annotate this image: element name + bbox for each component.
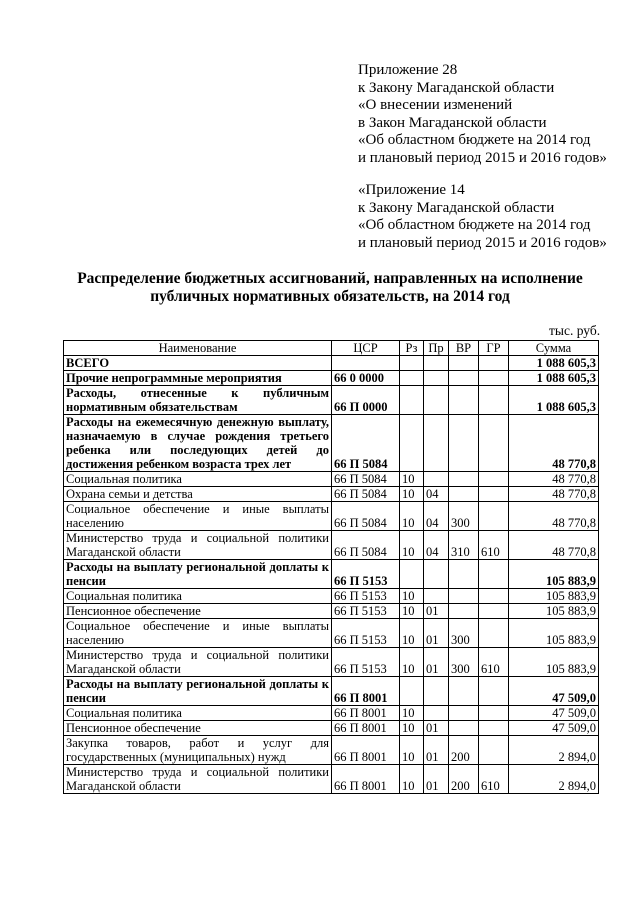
units-label: тыс. руб. [549, 323, 601, 338]
cell-vr [449, 356, 479, 371]
appendix-line: «Об областном бюджете на 2014 год [358, 217, 591, 233]
cell-gr [479, 371, 509, 386]
cell-pr: 01 [424, 721, 449, 736]
cell-name: Министерство труда и социальной политики Магаданской области [64, 648, 332, 677]
cell-sum: 1 088 605,3 [509, 386, 599, 415]
table-row [64, 502, 599, 531]
cell-vr [449, 371, 479, 386]
cell-rz [400, 371, 424, 386]
cell-sum: 2 894,0 [509, 736, 599, 765]
table-row [64, 531, 599, 560]
cell-sum: 47 509,0 [509, 721, 599, 736]
cell-gr: 610 [479, 765, 509, 794]
header-pr: Пр [424, 341, 449, 356]
cell-name: Расходы на выплату региональной доплаты к пенсии [64, 560, 332, 589]
cell-vr [449, 721, 479, 736]
title-line: публичных нормативных обязательств, на 2014 год [150, 288, 510, 305]
table-row [64, 677, 599, 706]
cell-gr [479, 472, 509, 487]
cell-sum: 105 883,9 [509, 619, 599, 648]
budget-table [63, 340, 599, 794]
header-gr: ГР [479, 341, 509, 356]
cell-pr [424, 560, 449, 589]
cell-csr: 66 0 0000 [332, 371, 400, 386]
cell-csr: 66 П 5153 [332, 604, 400, 619]
cell-pr: 04 [424, 502, 449, 531]
cell-name: Охрана семьи и детства [64, 487, 332, 502]
cell-csr: 66 П 5153 [332, 619, 400, 648]
cell-rz [400, 677, 424, 706]
appendix-line: в Закон Магаданской области [358, 114, 547, 131]
cell-name: Социальное обеспечение и иные выплаты населению [64, 502, 332, 531]
cell-gr [479, 386, 509, 415]
cell-name: Социальная политика [64, 472, 332, 487]
appendix-line: к Закону Магаданской области [358, 79, 555, 96]
cell-pr: 01 [424, 648, 449, 677]
cell-rz: 10 [400, 619, 424, 648]
cell-gr [479, 415, 509, 472]
cell-csr: 66 П 5084 [332, 415, 400, 472]
cell-sum: 48 770,8 [509, 472, 599, 487]
cell-sum: 48 770,8 [509, 531, 599, 560]
appendix-line: и плановый период 2015 и 2016 годов» [358, 149, 607, 166]
cell-gr: 610 [479, 531, 509, 560]
cell-gr [479, 589, 509, 604]
cell-pr [424, 589, 449, 604]
cell-gr [479, 487, 509, 502]
cell-vr [449, 415, 479, 472]
cell-gr [479, 502, 509, 531]
cell-gr [479, 619, 509, 648]
cell-pr: 01 [424, 604, 449, 619]
cell-name: Расходы на выплату региональной доплаты к пенсии [64, 677, 332, 706]
cell-vr: 300 [449, 502, 479, 531]
cell-vr [449, 386, 479, 415]
document-title [60, 270, 600, 306]
cell-csr: 66 П 5084 [332, 472, 400, 487]
cell-vr [449, 560, 479, 589]
cell-pr [424, 356, 449, 371]
cell-csr: 66 П 8001 [332, 721, 400, 736]
header-vr: ВР [449, 341, 479, 356]
cell-rz: 10 [400, 736, 424, 765]
cell-csr: 66 П 8001 [332, 736, 400, 765]
appendix-line: и плановый период 2015 и 2016 годов» [358, 234, 607, 251]
table-row [64, 604, 599, 619]
cell-sum: 47 509,0 [509, 677, 599, 706]
cell-csr: 66 П 5084 [332, 487, 400, 502]
header-csr: ЦСР [332, 341, 400, 356]
cell-rz: 10 [400, 589, 424, 604]
cell-vr [449, 706, 479, 721]
cell-vr: 300 [449, 648, 479, 677]
cell-csr: 66 П 5153 [332, 589, 400, 604]
cell-rz [400, 560, 424, 589]
cell-pr [424, 677, 449, 706]
cell-gr [479, 706, 509, 721]
appendix-line: Приложение 28 [358, 62, 458, 78]
cell-pr [424, 472, 449, 487]
table-row [64, 386, 599, 415]
cell-sum: 48 770,8 [509, 415, 599, 472]
appendix-line: «Об областном бюджете на 2014 год [358, 132, 591, 148]
cell-pr: 01 [424, 619, 449, 648]
cell-sum: 2 894,0 [509, 765, 599, 794]
table-row [64, 560, 599, 589]
cell-csr [332, 356, 400, 371]
cell-csr: 66 П 5084 [332, 531, 400, 560]
cell-pr [424, 415, 449, 472]
cell-name: Социальное обеспечение и иные выплаты населению [64, 619, 332, 648]
cell-rz: 10 [400, 502, 424, 531]
cell-gr [479, 604, 509, 619]
appendix-28-header [358, 62, 607, 167]
cell-rz: 10 [400, 604, 424, 619]
cell-rz [400, 415, 424, 472]
cell-sum: 105 883,9 [509, 560, 599, 589]
cell-name: Закупка товаров, работ и услуг для государственных (муниципальных) нужд [64, 736, 332, 765]
cell-vr [449, 472, 479, 487]
cell-csr: 66 П 8001 [332, 706, 400, 721]
cell-name: Пенсионное обеспечение [64, 604, 332, 619]
table-row [64, 721, 599, 736]
cell-vr: 300 [449, 619, 479, 648]
cell-name: Пенсионное обеспечение [64, 721, 332, 736]
cell-name: Прочие непрограммные мероприятия [64, 371, 332, 386]
cell-sum: 1 088 605,3 [509, 356, 599, 371]
cell-rz: 10 [400, 487, 424, 502]
cell-pr: 01 [424, 765, 449, 794]
table-row [64, 589, 599, 604]
cell-pr: 04 [424, 487, 449, 502]
cell-vr: 200 [449, 765, 479, 794]
table-row [64, 356, 599, 371]
cell-csr: 66 П 5153 [332, 560, 400, 589]
cell-csr: 66 П 5153 [332, 648, 400, 677]
cell-gr [479, 721, 509, 736]
cell-vr [449, 677, 479, 706]
cell-sum: 48 770,8 [509, 502, 599, 531]
cell-sum: 105 883,9 [509, 604, 599, 619]
cell-name: Социальная политика [64, 706, 332, 721]
header-rz: Рз [400, 341, 424, 356]
cell-sum: 47 509,0 [509, 706, 599, 721]
header-sum: Сумма [509, 341, 599, 356]
table-row [64, 487, 599, 502]
cell-gr [479, 356, 509, 371]
appendix-14-header [358, 182, 607, 252]
cell-rz: 10 [400, 765, 424, 794]
appendix-line: «Приложение 14 [358, 182, 465, 198]
cell-sum: 48 770,8 [509, 487, 599, 502]
cell-name: Министерство труда и социальной политики Магаданской области [64, 531, 332, 560]
cell-vr [449, 589, 479, 604]
cell-gr [479, 677, 509, 706]
cell-rz: 10 [400, 648, 424, 677]
cell-name: Министерство труда и социальной политики Магаданской области [64, 765, 332, 794]
header-name: Наименование [64, 341, 332, 356]
cell-vr: 310 [449, 531, 479, 560]
cell-rz: 10 [400, 721, 424, 736]
cell-rz: 10 [400, 472, 424, 487]
table-header-row [64, 341, 599, 356]
cell-rz [400, 356, 424, 371]
appendix-line: «О внесении изменений [358, 97, 513, 113]
cell-pr [424, 371, 449, 386]
title-line: Распределение бюджетных ассигнований, направленных на исполнение [77, 270, 583, 287]
table-row [64, 371, 599, 386]
cell-rz: 10 [400, 706, 424, 721]
table-row [64, 706, 599, 721]
cell-sum: 105 883,9 [509, 648, 599, 677]
cell-vr [449, 604, 479, 619]
table-row [64, 415, 599, 472]
cell-pr [424, 386, 449, 415]
cell-pr: 04 [424, 531, 449, 560]
cell-name: Расходы на ежемесячную денежную выплату, назначаемую в случае рождения третьего ребенка или последующих детей до достижения ребенком возраста трех лет [64, 415, 332, 472]
cell-rz [400, 386, 424, 415]
table-row [64, 472, 599, 487]
cell-gr [479, 736, 509, 765]
cell-csr: 66 П 8001 [332, 765, 400, 794]
appendix-line: к Закону Магаданской области [358, 199, 555, 216]
table-row [64, 736, 599, 765]
cell-gr: 610 [479, 648, 509, 677]
cell-csr: 66 П 8001 [332, 677, 400, 706]
cell-vr [449, 487, 479, 502]
cell-name: Социальная политика [64, 589, 332, 604]
cell-name: ВСЕГО [64, 356, 332, 371]
cell-pr: 01 [424, 736, 449, 765]
cell-rz: 10 [400, 531, 424, 560]
cell-gr [479, 560, 509, 589]
cell-pr [424, 706, 449, 721]
cell-sum: 1 088 605,3 [509, 371, 599, 386]
cell-name: Расходы, отнесенные к публичным нормативным обязательствам [64, 386, 332, 415]
cell-vr: 200 [449, 736, 479, 765]
table-row [64, 648, 599, 677]
cell-sum: 105 883,9 [509, 589, 599, 604]
cell-csr: 66 П 0000 [332, 386, 400, 415]
table-row [64, 619, 599, 648]
table-row [64, 765, 599, 794]
cell-csr: 66 П 5084 [332, 502, 400, 531]
